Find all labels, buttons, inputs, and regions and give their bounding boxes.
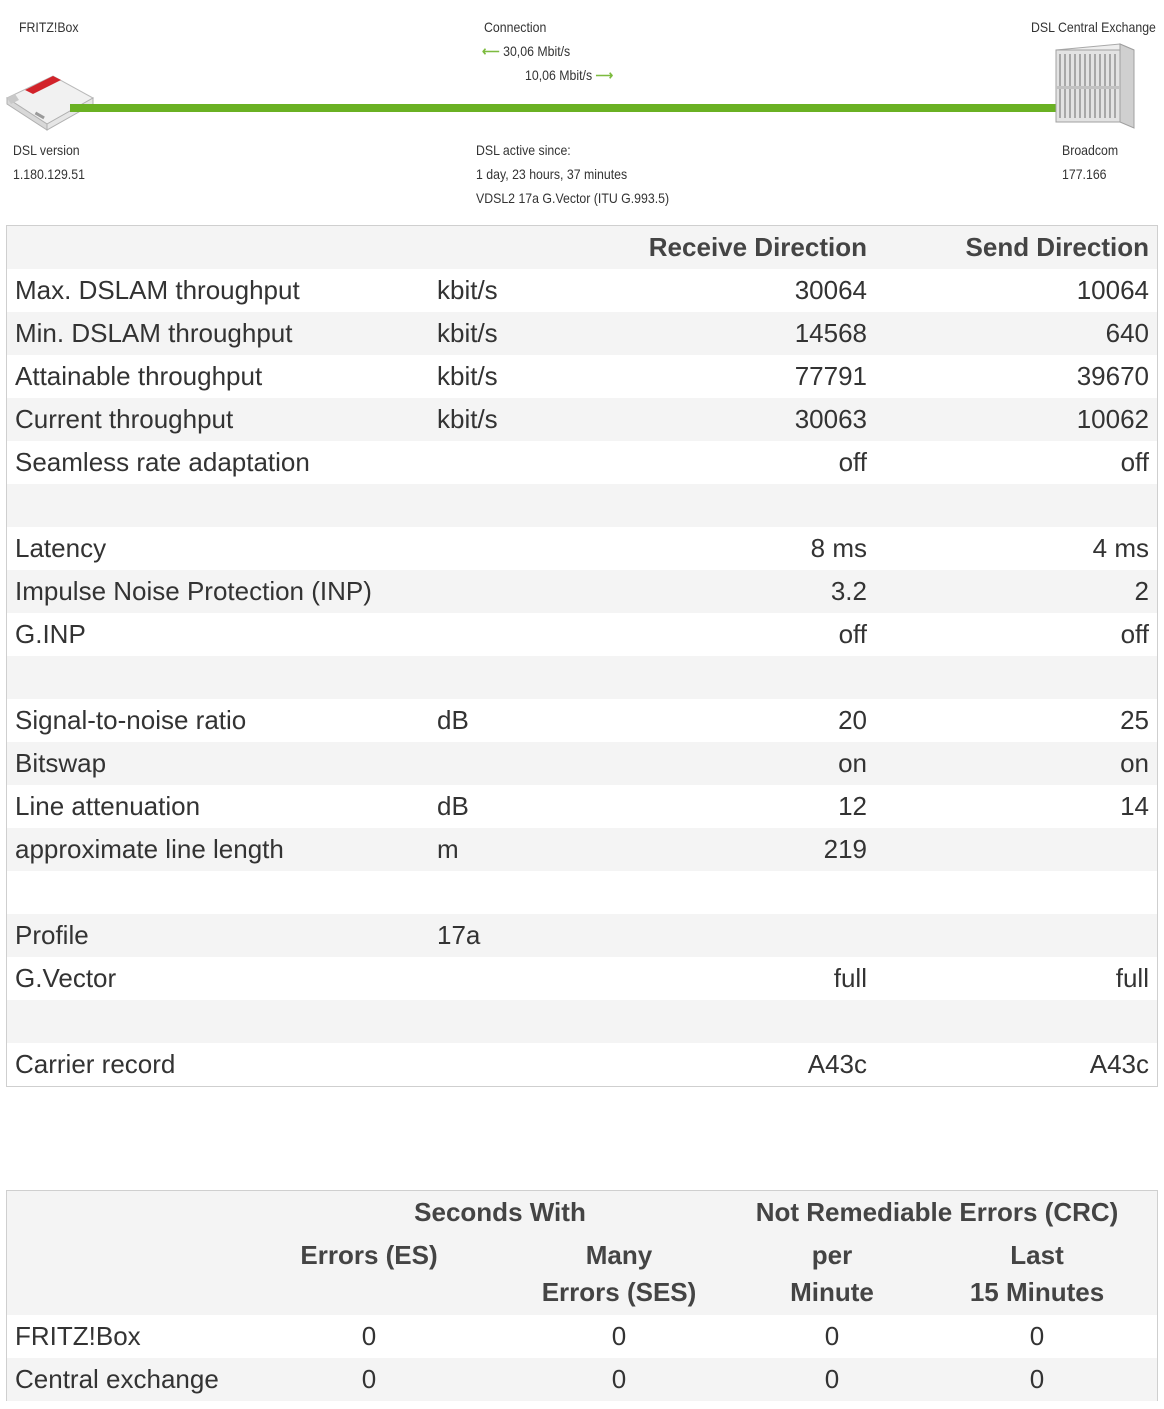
table-row: [7, 1043, 1157, 1086]
col-last15-header-line2: 15 Minutes: [969, 1277, 1105, 1307]
row-es-value: 0: [361, 1364, 377, 1394]
row-label: FRITZ!Box: [15, 1321, 141, 1351]
table-row: [7, 570, 1157, 613]
spacer-row: [7, 1000, 1157, 1043]
row-receive-value: on: [838, 748, 867, 778]
row-send-value: 10064: [1076, 275, 1149, 305]
connection-label: Connection: [484, 19, 547, 35]
row-label: Bitswap: [15, 748, 107, 778]
row-label: Attainable throughput: [15, 361, 263, 391]
row-label: Max. DSLAM throughput: [15, 275, 300, 305]
row-receive-value: 12: [838, 791, 867, 821]
col-last15-header-line1: Last: [1010, 1240, 1064, 1270]
row-send-value: 25: [1120, 705, 1149, 735]
table-row: [7, 398, 1157, 441]
table-header-row: [7, 226, 1157, 269]
row-unit: dB: [437, 791, 469, 821]
row-label: G.Vector: [15, 963, 117, 993]
row-unit: dB: [437, 705, 469, 735]
error-statistics-table: [6, 1190, 1158, 1401]
dsl-line-table: [6, 225, 1158, 1087]
arrow-right-icon: ⟶: [595, 67, 614, 83]
chipset-value: 177.166: [1062, 166, 1107, 182]
row-label: Signal-to-noise ratio: [15, 705, 247, 735]
row-receive-value: 8 ms: [810, 533, 867, 563]
table-row: [7, 785, 1157, 828]
spacer-row: [7, 484, 1157, 527]
row-receive-value: 3.2: [830, 576, 867, 606]
row-per-minute-value: 0: [824, 1364, 840, 1394]
arrow-left-icon: ⟵: [482, 43, 500, 59]
row-receive-value: A43c: [807, 1049, 867, 1079]
dsl-version-value: 1.180.129.51: [13, 166, 85, 182]
row-send-value: 10062: [1076, 404, 1149, 434]
col-per-minute-header-line2: Minute: [790, 1277, 874, 1307]
row-receive-value: 14568: [794, 318, 867, 348]
dsl-version-label: DSL version: [13, 142, 80, 158]
row-ses-value: 0: [611, 1321, 627, 1351]
row-label: Profile: [15, 920, 89, 950]
row-label: G.INP: [15, 619, 86, 649]
row-receive-value: 30064: [794, 275, 867, 305]
row-send-value: 39670: [1076, 361, 1149, 391]
row-label: Current throughput: [15, 404, 234, 434]
fritzbox-label: FRITZ!Box: [19, 19, 79, 35]
group-seconds-header: Seconds With: [414, 1197, 586, 1227]
row-send-value: on: [1120, 748, 1149, 778]
col-per-minute-header-line1: per: [811, 1240, 853, 1270]
row-receive-value: 219: [823, 834, 867, 864]
row-unit: kbit/s: [437, 404, 498, 434]
active-since-label: DSL active since:: [476, 142, 571, 158]
row-send-value: 4 ms: [1092, 533, 1149, 563]
row-label: Line attenuation: [15, 791, 201, 821]
row-label: Latency: [15, 533, 107, 563]
chipset-label: Broadcom: [1062, 142, 1119, 158]
row-unit: 17a: [437, 920, 481, 950]
row-es-value: 0: [361, 1321, 377, 1351]
table-row: [7, 527, 1157, 570]
row-send-value: 640: [1105, 318, 1149, 348]
col-receive-header: Receive Direction: [648, 232, 867, 262]
group-crc-header: Not Remediable Errors (CRC): [755, 1197, 1119, 1227]
table-row: [7, 699, 1157, 742]
row-send-value: A43c: [1089, 1049, 1149, 1079]
row-unit: kbit/s: [437, 361, 498, 391]
spacer-row: [7, 871, 1157, 914]
row-label: Seamless rate adaptation: [15, 447, 310, 477]
row-receive-value: 77791: [794, 361, 867, 391]
row-receive-value: 20: [838, 705, 867, 735]
col-send-header: Send Direction: [965, 232, 1149, 262]
line-mode: VDSL2 17a G.Vector (ITU G.993.5): [476, 190, 670, 206]
downstream-rate: ⟵ 30,06 Mbit/s: [482, 43, 571, 59]
row-label: Central exchange: [15, 1364, 219, 1394]
row-label: Impulse Noise Protection (INP): [15, 576, 372, 606]
col-ses-header-line1: Many: [585, 1240, 653, 1270]
table-row: [7, 613, 1157, 656]
row-receive-value: off: [838, 619, 867, 649]
row-unit: kbit/s: [437, 318, 498, 348]
row-last15-value: 0: [1029, 1364, 1045, 1394]
row-label: Carrier record: [15, 1049, 176, 1079]
row-send-value: 14: [1120, 791, 1149, 821]
table-row: [7, 742, 1157, 785]
row-label: Min. DSLAM throughput: [15, 318, 293, 348]
row-unit: m: [437, 834, 459, 864]
row-send-value: 2: [1134, 576, 1149, 606]
col-ses-header-line2: Errors (SES): [541, 1277, 697, 1307]
table-row: [7, 441, 1157, 484]
exchange-label: DSL Central Exchange: [1031, 19, 1156, 35]
row-ses-value: 0: [611, 1364, 627, 1394]
table-row: [7, 269, 1157, 312]
dsl-exchange-icon: [1050, 40, 1140, 130]
table-row: [7, 355, 1157, 398]
row-send-value: off: [1120, 447, 1149, 477]
row-receive-value: 30063: [794, 404, 867, 434]
spacer-row: [7, 656, 1157, 699]
connection-line: [70, 104, 1060, 112]
table-row: [7, 914, 1157, 957]
row-receive-value: full: [833, 963, 867, 993]
row-receive-value: off: [838, 447, 867, 477]
connection-overview: [0, 0, 1164, 215]
row-unit: kbit/s: [437, 275, 498, 305]
fritzbox-router-icon: [5, 70, 95, 132]
active-since-value: 1 day, 23 hours, 37 minutes: [476, 166, 628, 182]
table-row: [7, 1315, 1157, 1358]
row-last15-value: 0: [1029, 1321, 1045, 1351]
table-row: [7, 1358, 1157, 1401]
row-per-minute-value: 0: [824, 1321, 840, 1351]
upstream-rate: 10,06 Mbit/s ⟶: [525, 67, 614, 83]
row-send-value: full: [1115, 963, 1149, 993]
table-row: [7, 312, 1157, 355]
col-es-header: Errors (ES): [300, 1240, 438, 1270]
table-row: [7, 957, 1157, 1000]
row-send-value: off: [1120, 619, 1149, 649]
error-table-header: [7, 1191, 1157, 1315]
table-row: [7, 828, 1157, 871]
row-label: approximate line length: [15, 834, 284, 864]
